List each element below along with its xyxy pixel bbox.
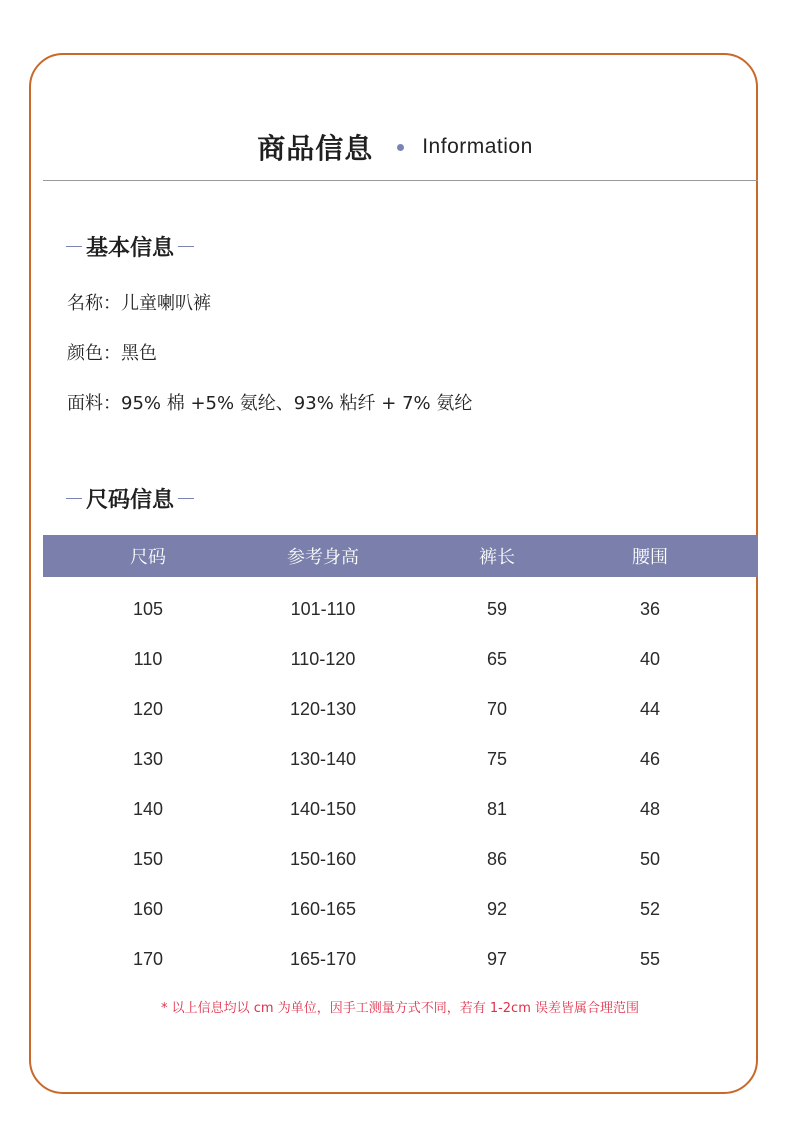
table-body — [43, 585, 758, 984]
table-row — [43, 785, 758, 835]
page-subtitle: Information — [422, 135, 533, 158]
table-row — [43, 585, 758, 635]
page-title: 商品信息 — [257, 132, 374, 165]
title-dot — [397, 144, 404, 151]
cell-size: 130 — [132, 749, 164, 770]
cell-size: 105 — [132, 599, 164, 620]
measurement-note: * 以上信息均以 cm 为单位，因手工测量方式不同，若有 1-2cm 误差皆属合理范围 — [160, 1001, 640, 1016]
cell-waist: 36 — [639, 599, 661, 620]
column-header-waist: 腰围 — [632, 547, 668, 568]
cell-size: 140 — [132, 799, 164, 819]
cell-size: 110 — [133, 649, 163, 670]
product-name: 名称：儿童喇叭裤 — [67, 293, 211, 314]
table-row — [43, 834, 758, 884]
cell-size: 150 — [132, 848, 164, 869]
header-divider — [43, 180, 758, 181]
cell-height: 160-165 — [289, 898, 357, 919]
cell-length: 86 — [486, 848, 508, 869]
cell-length: 65 — [486, 649, 508, 670]
cell-height: 150-160 — [289, 848, 357, 869]
product-fabric: 面料：95% 棉 +5% 氨纶、93% 粘纤 + 7% 氨纶 — [67, 393, 473, 414]
table-row — [43, 884, 758, 934]
page-header — [0, 122, 790, 172]
basic-info-title: 基本信息 — [86, 235, 175, 261]
cell-waist: 40 — [639, 649, 661, 670]
cell-waist: 46 — [639, 749, 661, 770]
cell-length: 70 — [486, 699, 508, 720]
column-header-size: 尺码 — [130, 547, 166, 568]
heading-dash-right — [178, 246, 194, 247]
size-info-title: 尺码信息 — [86, 487, 175, 513]
basic-info-heading — [66, 229, 194, 263]
cell-height: 110-120 — [290, 649, 356, 670]
product-color: 颜色：黑色 — [67, 343, 157, 364]
cell-length: 75 — [486, 749, 508, 770]
cell-waist: 48 — [639, 799, 661, 819]
cell-height: 165-170 — [289, 948, 357, 969]
heading-dash-left — [66, 246, 82, 247]
cell-length: 92 — [486, 898, 508, 919]
table-row — [43, 934, 758, 984]
cell-length: 97 — [486, 948, 508, 969]
table-row — [43, 685, 758, 735]
cell-size: 120 — [132, 699, 164, 720]
column-header-length: 裤长 — [479, 547, 515, 568]
column-header-height: 参考身高 — [287, 547, 359, 568]
cell-height: 120-130 — [289, 699, 357, 720]
size-info-heading — [66, 481, 194, 515]
size-table — [43, 535, 758, 984]
cell-waist: 55 — [639, 948, 661, 969]
heading-dash-left — [66, 498, 82, 499]
cell-length: 81 — [486, 799, 508, 819]
cell-waist: 44 — [639, 699, 661, 720]
cell-height: 140-150 — [289, 799, 357, 819]
cell-waist: 52 — [639, 898, 661, 919]
heading-dash-right — [178, 498, 194, 499]
cell-size: 170 — [132, 948, 164, 969]
cell-length: 59 — [486, 599, 508, 620]
table-row — [43, 735, 758, 785]
cell-waist: 50 — [639, 848, 661, 869]
table-row — [43, 635, 758, 685]
table-header — [43, 535, 758, 577]
cell-height: 101-110 — [290, 599, 356, 620]
cell-size: 160 — [132, 898, 164, 919]
cell-height: 130-140 — [289, 749, 357, 770]
